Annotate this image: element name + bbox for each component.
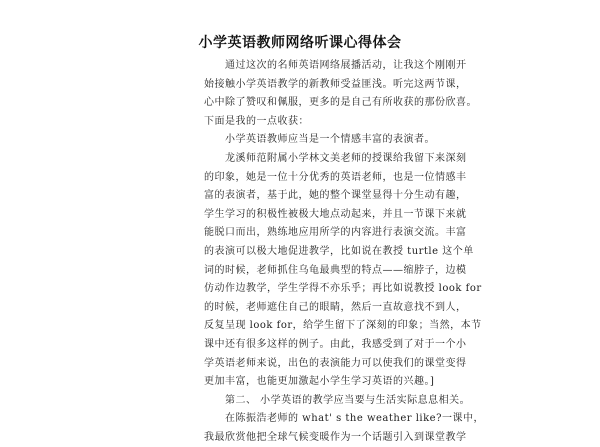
paragraph-line: 课中还有很多这样的例子。由此，我感受到了对于一个小 <box>204 338 467 350</box>
paragraph-line: 小学英语教师应当是一个情感丰富的表演者。 <box>204 134 435 146</box>
paragraph-line: 反复呈现 look for，给学生留下了深刻的印象；当然，本节 <box>204 320 482 332</box>
paragraph-line: 更加丰富，也能更加激起小学生学习英语的兴趣。] <box>204 376 435 388</box>
paragraph-line: 的印象，她是一位十分优秀的英语老师，也是一位情感丰 <box>204 171 467 183</box>
paragraph-line: 在陈振浩老师的 what' s the weather like?一课中， <box>204 413 484 425</box>
paragraph-line: 的表演可以极大地促进教学，比如说在教授 turtle 这个单 <box>204 245 474 257</box>
paragraph-line: 的时候，老师遮住自己的眼睛，然后一直故意找不到人， <box>204 301 467 313</box>
document-body <box>204 57 484 447</box>
paragraph-line: 下面是我的一点收获： <box>204 115 309 127</box>
paragraph-line: 学生学习的积极性被极大地点动起来，并且一节课下来就 <box>204 208 467 220</box>
paragraph-line: 我最欣赏他把全球气候变暖作为一个话题引入到课堂教学 <box>204 431 467 443</box>
paragraph-line: 第二、 小学英语的教学应当要与生活实际息息相关。 <box>204 394 471 406</box>
paragraph-line: 始接触小学英语教学的新教师受益匪浅。听完这两节课， <box>204 78 467 90</box>
paragraph-line: 能脱口而出，熟练地应用所学的内容进行表演交流。丰富 <box>204 227 467 239</box>
paragraph-line: 仿动作边教学，学生学得不亦乐乎；再比如说教授 look for <box>204 283 482 295</box>
paragraph-line: 通过这次的名师英语网络展播活动，让我这个刚刚开 <box>204 60 467 71</box>
paragraph-line: 学英语老师来说，出色的表演能力可以使我们的课堂变得 <box>204 357 467 369</box>
document-title: 小学英语教师网络听课心得体会 <box>198 35 402 51</box>
paragraph-line: 富的表演者，基于此，她的整个课堂显得十分生动有趣， <box>204 190 467 202</box>
paragraph-line: 心中除了赞叹和佩服，更多的是自己有所收获的那份欣喜。 <box>204 97 477 109</box>
paragraph-line: 词的时候，老师抓住乌龟最典型的特点——缩脖子，边模 <box>204 264 467 276</box>
paragraph-line: 龙溪师范附属小学林文美老师的授课给我留下来深刻 <box>204 152 467 164</box>
